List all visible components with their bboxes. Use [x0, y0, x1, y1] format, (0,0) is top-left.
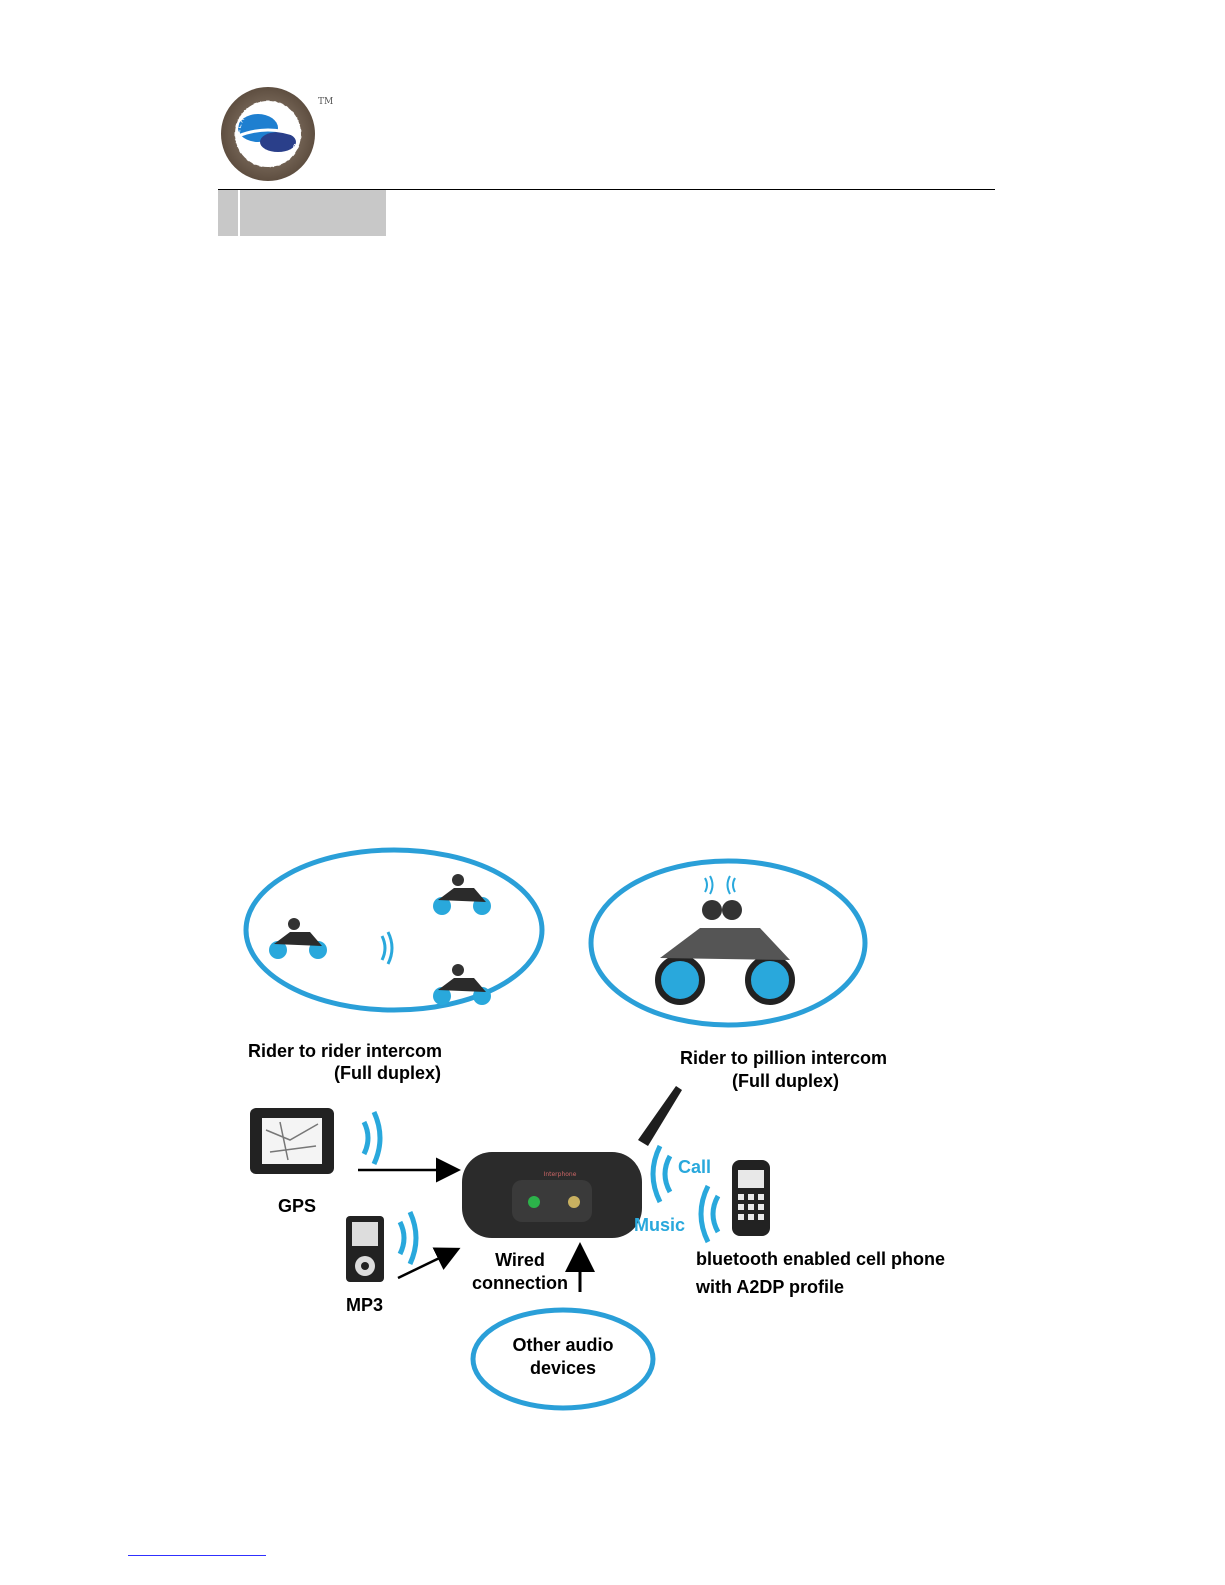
- connectivity-diagram: [230, 840, 1010, 1420]
- mp3-arrow: [398, 1250, 456, 1278]
- rider-to-pillion-sublabel: (Full duplex): [732, 1071, 839, 1091]
- phone-sublabel: with A2DP profile: [696, 1277, 845, 1297]
- gps-device-icon: [250, 1108, 334, 1174]
- gps-label: GPS: [278, 1196, 317, 1216]
- section-tab-block: [218, 190, 386, 236]
- wireless-waves-icon: [705, 876, 735, 894]
- call-label: Call: [678, 1157, 712, 1177]
- phone-label: bluetooth enabled cell phone: [696, 1249, 946, 1269]
- logo-ring-text: LEXIN ELECTRONICS DESIGN FOR BIKE: [232, 98, 304, 170]
- motorcycle-icon: [433, 874, 491, 915]
- device-brand-text: Interphone: [543, 1171, 577, 1178]
- two-up-motorcycle-icon: [658, 900, 792, 1002]
- cell-phone-icon: [732, 1160, 770, 1236]
- footer-link-underline[interactable]: [128, 1555, 266, 1556]
- rider-to-rider-label: Rider to rider intercom: [248, 1041, 443, 1061]
- wired-label: Wired: [495, 1250, 545, 1270]
- other-audio-sublabel: devices: [529, 1358, 597, 1378]
- wireless-waves-icon: [364, 1112, 380, 1164]
- music-label: Music: [634, 1215, 686, 1235]
- rider-to-rider-ellipse: [246, 850, 542, 1010]
- wireless-waves-icon: [701, 1186, 718, 1242]
- company-logo: [218, 84, 336, 184]
- wireless-waves-icon: [653, 1146, 670, 1202]
- wireless-waves-icon: [400, 1212, 416, 1264]
- wireless-waves-icon: [382, 932, 392, 964]
- mp3-player-icon: [346, 1216, 384, 1282]
- mp3-label: MP3: [346, 1295, 384, 1315]
- other-audio-label: Other audio: [512, 1335, 614, 1355]
- rider-to-rider-sublabel: (Full duplex): [334, 1063, 441, 1083]
- wired-sublabel: connection: [471, 1273, 568, 1293]
- motorcycle-icon: [269, 918, 327, 959]
- trademark-mark: TM: [318, 97, 334, 107]
- rider-to-pillion-label: Rider to pillion intercom: [680, 1048, 888, 1068]
